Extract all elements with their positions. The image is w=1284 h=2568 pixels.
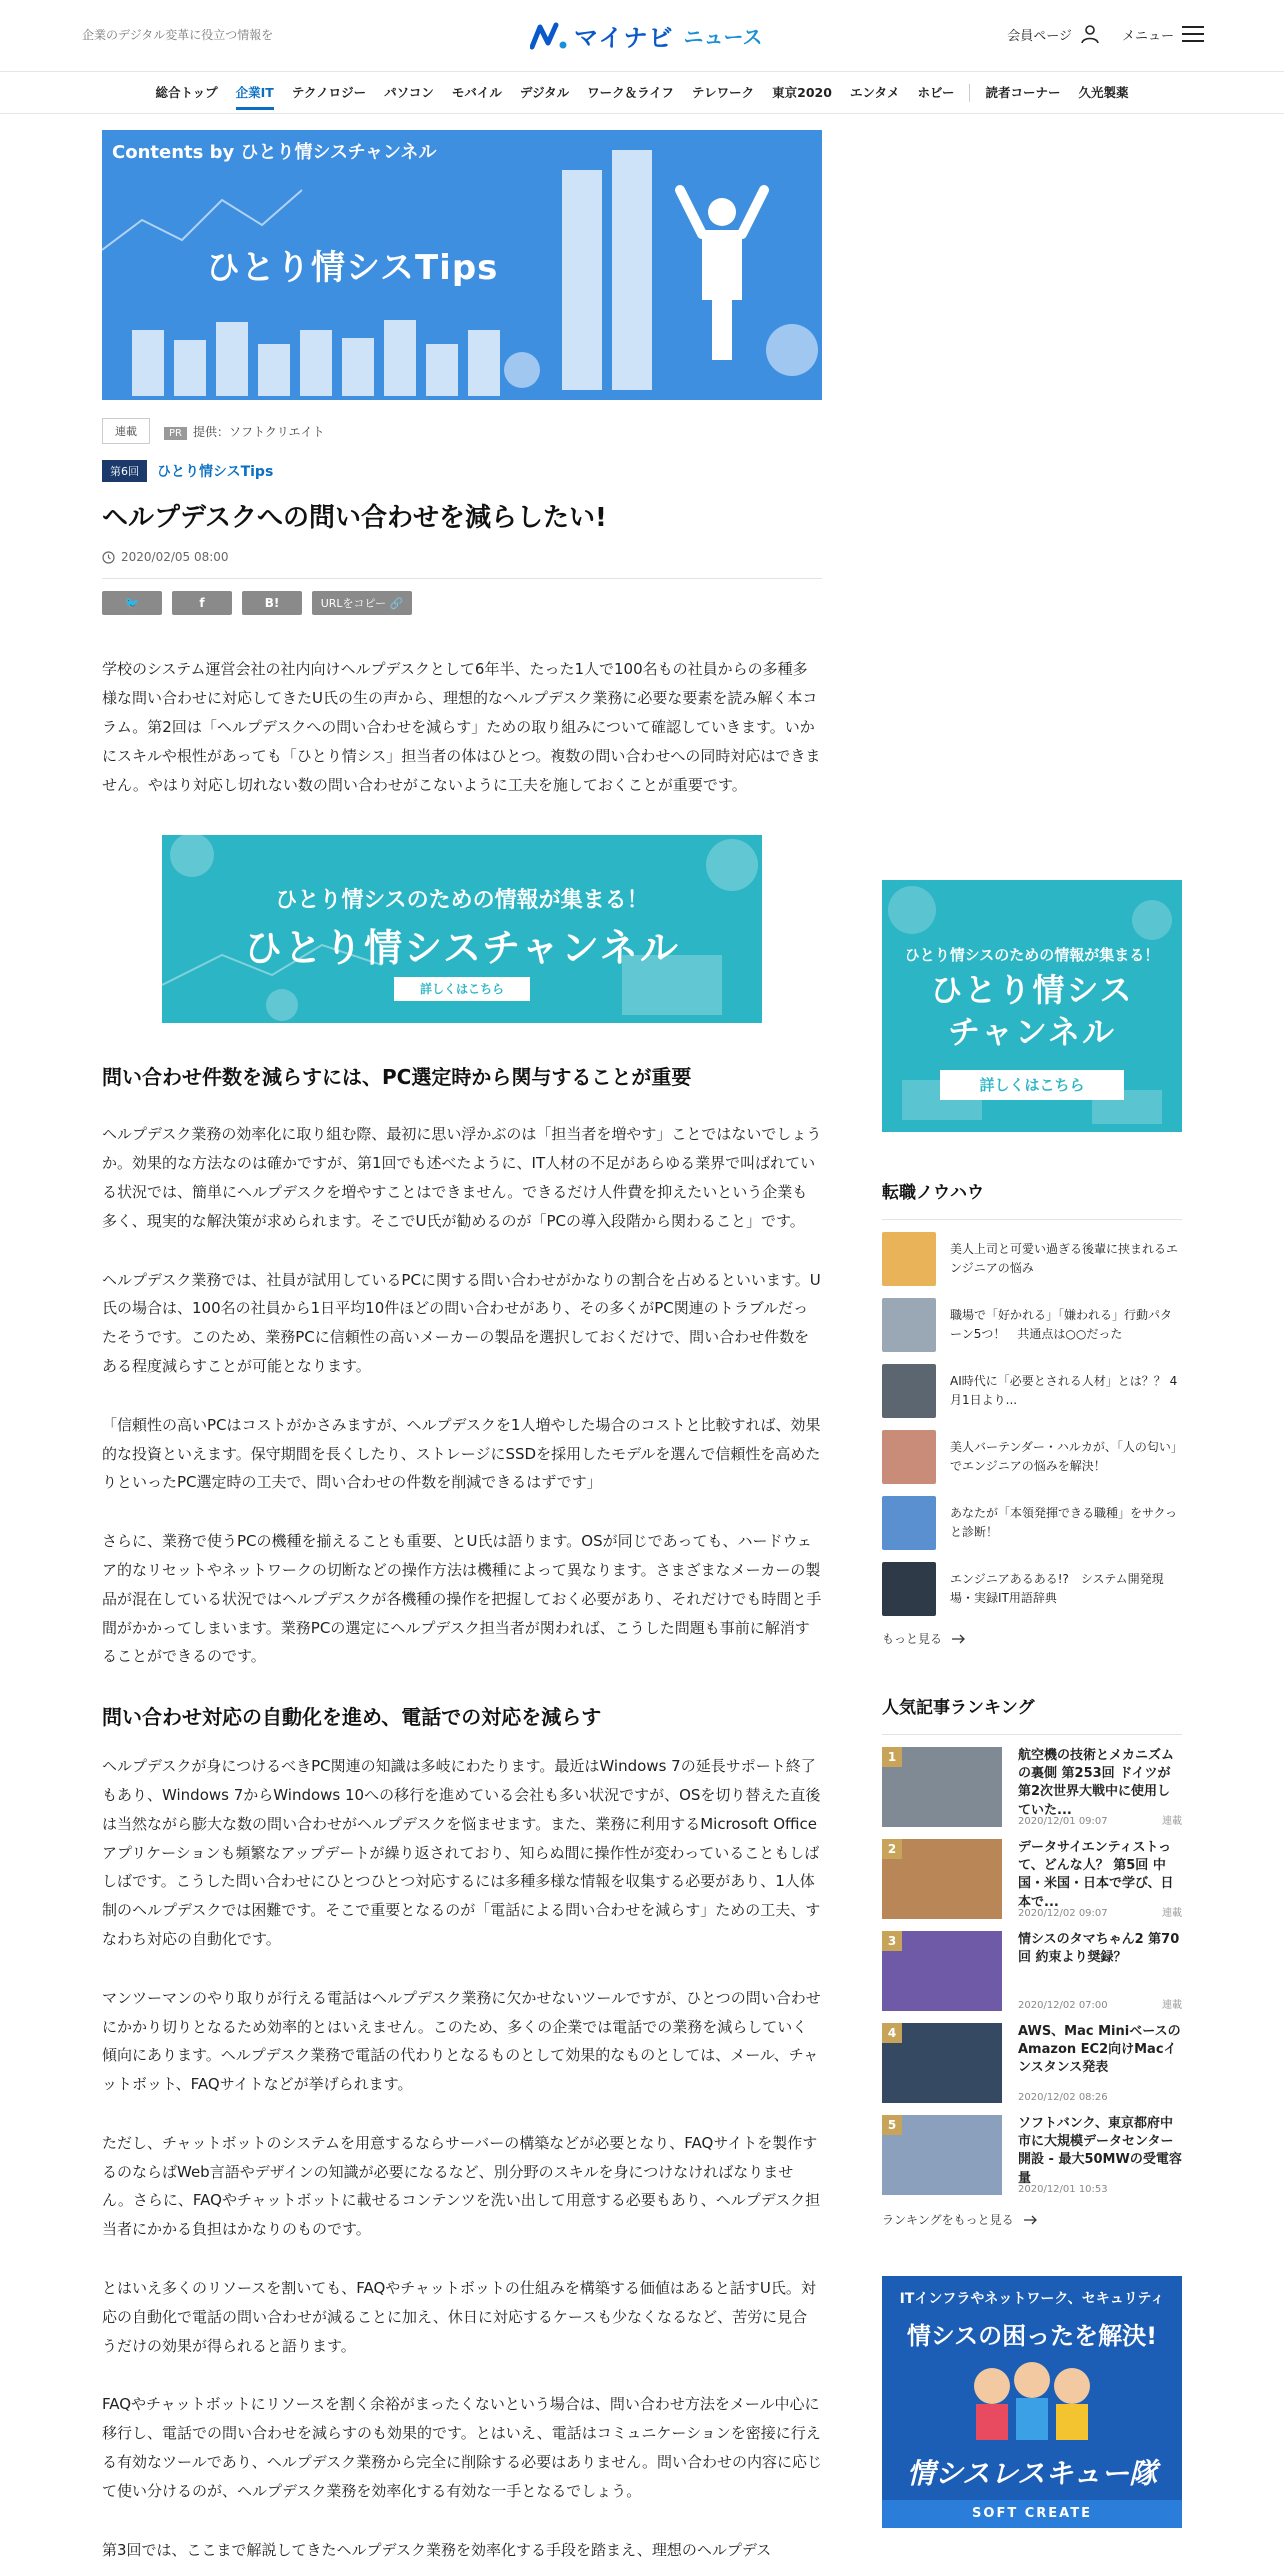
series-info bbox=[102, 460, 822, 482]
nav-item-hobby[interactable]: ホビー bbox=[917, 84, 955, 100]
hatena-share-button[interactable]: B! bbox=[242, 591, 302, 615]
knowhow-thumbnail bbox=[882, 1562, 936, 1616]
knowhow-item[interactable] bbox=[882, 1496, 1182, 1550]
ranking-series-tag: 連載 bbox=[1162, 1908, 1182, 1919]
knowhow-thumbnail bbox=[882, 1232, 936, 1286]
knowhow-item[interactable] bbox=[882, 1562, 1182, 1616]
nav-item-technology[interactable]: テクノロジー bbox=[291, 84, 367, 100]
sidebar-banner-line1: ひとり情シスのための情報が集まる！ bbox=[904, 946, 1160, 964]
more-label: もっと見る bbox=[882, 1632, 943, 1646]
paragraph-2: ヘルプデスク業務では、社員が試用しているPCに関する問い合わせがかなりの割合を占めるといいます。U氏の場合は、100名の社員から1日平均10件ほどの問い合わせがあり、その多くがPC関連のトラブルだったそうです。このため、業務PCに信頼性の高いメーカーの製品を選択しておくだけで、問い合わせ件数をある程度減らすことが可能となります。 bbox=[102, 1270, 821, 1375]
paragraph-10: 第3回では、ここまで解説してきたヘルプデスク業務を効率化する手段を踏まえ、理想のヘルプデス bbox=[102, 2540, 772, 2559]
sidebar bbox=[882, 880, 1182, 2528]
ranking-item[interactable] bbox=[882, 1839, 1182, 1919]
ranking-info bbox=[1018, 1931, 1182, 2011]
channel-banner-button[interactable]: 詳しくはこちら bbox=[394, 977, 530, 1001]
site-logo[interactable] bbox=[530, 18, 763, 53]
ranking-thumbnail bbox=[882, 1747, 1002, 1827]
ranking-more-label: ランキングをもっと見る bbox=[882, 2213, 1014, 2227]
knowhow-item-title: 美人上司と可愛い過ぎる後輩に挟まれるエンジニアの悩み bbox=[950, 1242, 1179, 1275]
nav-item-telework[interactable]: テレワーク bbox=[691, 84, 755, 100]
ranking-title: 情シスのタマちゃん2 第70回 約束より奨録？ bbox=[1018, 1932, 1180, 1966]
paragraph-4: さらに、業務で使うPCの機種を揃えることも重要、とU氏は語ります。OSが同じであっても、ハードウェア的なリセットやネットワークの切断などの操作方法は機種によって異なります。さまざまなメーカーの製品が混在している状況ではヘルプデスクが各機種の操作を把握しておく必要があり、それだけでも時間と手間がかかってしまいます。業務PCの選定にヘルプデスク担当者が関われば、こうした問題も事前に解消することができるのです。 bbox=[102, 1532, 822, 1666]
series-number-badge: 第6回 bbox=[102, 460, 147, 482]
ranking-list bbox=[882, 1747, 1182, 2195]
nav-divider bbox=[969, 84, 970, 102]
ranking-thumbnail bbox=[882, 1931, 1002, 2011]
rank-number-badge: 3 bbox=[882, 1931, 902, 1951]
hero-title: ひとり情シスTips bbox=[206, 248, 499, 288]
arrow-right-icon bbox=[952, 1634, 966, 1644]
knowhow-item[interactable] bbox=[882, 1232, 1182, 1286]
ranking-date: 2020/12/02 08:26 bbox=[1018, 2092, 1108, 2103]
knowhow-thumbnail bbox=[882, 1298, 936, 1352]
rank-number-badge: 4 bbox=[882, 2023, 902, 2043]
rescue-line1: ITインフラやネットワーク、セキュリティ bbox=[899, 2291, 1165, 2307]
paragraph-6: マンツーマンのやり取りが行える電話はヘルプデスク業務に欠かせないツールですが、ひとつの問い合わせにかかり切りとなるため効率的とはいえません。このため、多くの企業では電話での業務を減らしていく傾向にあります。ヘルプデスク業務で電話の代わりとなるものとして効果的なものとしては、メール、チャットボット、FAQサイトなどが挙げられます。 bbox=[102, 1988, 821, 2094]
channel-banner-line2: ひとり情シスチャンネル bbox=[244, 926, 680, 971]
provider-info bbox=[164, 423, 325, 440]
knowhow-item-title: エンジニアあるある!? システム開発現場・実録IT用語辞典 bbox=[950, 1572, 1164, 1605]
rank-number-badge: 2 bbox=[882, 1839, 902, 1859]
knowhow-item-title: 職場で「好かれる」「嫌われる」行動パターン5つ！ 共通点は○○だった bbox=[950, 1308, 1173, 1341]
knowhow-item-title: あなたが「本領発揮できる職種」をサクっと診断！ bbox=[950, 1506, 1178, 1539]
ranking-thumbnail bbox=[882, 2115, 1002, 2195]
ranking-info bbox=[1018, 1839, 1182, 1919]
series-name-link[interactable]: ひとり情シスTips bbox=[157, 464, 274, 480]
logo-sub-text: ニュース bbox=[683, 25, 763, 49]
hero-banner bbox=[102, 130, 822, 400]
knowhow-thumbnail bbox=[882, 1364, 936, 1418]
ranking-info bbox=[1018, 2023, 1182, 2103]
ranking-thumbnail bbox=[882, 2023, 1002, 2103]
provider-label: 提供：ソフトクリエイト bbox=[192, 424, 325, 439]
nav-item-work-life[interactable]: ワーク＆ライフ bbox=[587, 84, 674, 100]
article-meta bbox=[102, 418, 822, 444]
knowhow-list bbox=[882, 1232, 1182, 1616]
knowhow-thumbnail bbox=[882, 1496, 936, 1550]
category-nav bbox=[0, 72, 1284, 114]
nav-item-tokyo2020[interactable]: 東京2020 bbox=[772, 84, 832, 100]
article-main bbox=[102, 130, 822, 2564]
site-header bbox=[0, 0, 1284, 72]
rank-number-badge: 5 bbox=[882, 2115, 902, 2135]
hamburger-icon bbox=[1182, 25, 1204, 43]
knowhow-item[interactable] bbox=[882, 1364, 1182, 1418]
ranking-title: データサイエンティストって、どんな人？ 第5回 中国・米国・日本で学び、日本で... bbox=[1018, 1840, 1174, 1910]
article-date bbox=[102, 550, 822, 579]
rank-number-badge: 1 bbox=[882, 1747, 902, 1767]
paragraph-3: 「信頼性の高いPCはコストがかさみますが、ヘルプデスクを1人増やした場合のコストと比較すれば、効果的な投資といえます。保守期間を長くしたり、ストレージにSSDを採用したモデルを選んで信頼性を高めたりといったPC選定時の工夫で、問い合わせの件数を削減できるはずです」 bbox=[102, 1415, 821, 1492]
ranking-info bbox=[1018, 1747, 1182, 1827]
ranking-date: 2020/12/01 09:07 bbox=[1018, 1816, 1108, 1827]
pr-badge: PR bbox=[164, 427, 187, 440]
ranking-series-tag: 連載 bbox=[1162, 2000, 1182, 2011]
hero-illustration bbox=[102, 130, 822, 400]
channel-banner[interactable] bbox=[162, 835, 762, 1023]
channel-banner-line1: ひとり情シスのための情報が集まる！ bbox=[275, 888, 649, 914]
sidebar-banner-button[interactable]: 詳しくはこちら bbox=[940, 1070, 1124, 1100]
site-tagline: 企業のデジタル変革に役立つ情報を bbox=[82, 28, 274, 42]
knowhow-heading: 転職ノウハウ bbox=[882, 1178, 1182, 1220]
sidebar-banner-line2: ひとり情シス チャンネル bbox=[930, 971, 1134, 1051]
nav-item-mobile[interactable]: モバイル bbox=[451, 84, 502, 100]
ranking-more-link[interactable] bbox=[882, 2211, 1182, 2228]
nav-item-entame[interactable]: エンタメ bbox=[849, 84, 900, 100]
knowhow-item[interactable] bbox=[882, 1298, 1182, 1352]
knowhow-more-link[interactable] bbox=[882, 1630, 1182, 1647]
section-heading-1: 問い合わせ件数を減らすには、PC選定時から関与することが重要 bbox=[102, 1065, 692, 1090]
serial-tag[interactable]: 連載 bbox=[102, 418, 150, 444]
nav-item-pc[interactable]: パソコン bbox=[384, 84, 434, 100]
hero-contents-label: Contents by ひとり情シスチャンネル bbox=[112, 142, 437, 163]
ranking-title: ソフトバンク、東京都府中市に大規模データセンター開設 - 最大50MWの受電容量 bbox=[1018, 2116, 1182, 2186]
sidebar-channel-banner[interactable] bbox=[882, 880, 1182, 1132]
nav-item-digital[interactable]: デジタル bbox=[519, 84, 570, 100]
knowhow-item-title: 美人バーテンダー・ハルカが、「人の匂い」でエンジニアの悩みを解決！ bbox=[950, 1440, 1177, 1473]
clock-icon bbox=[102, 551, 115, 564]
knowhow-thumbnail bbox=[882, 1430, 936, 1484]
ranking-title: AWS、Mac Miniベースの Amazon EC2向けMacインスタンス発表 bbox=[1018, 2024, 1181, 2076]
ranking-item[interactable] bbox=[882, 2115, 1182, 2195]
rescue-footer: SOFT CREATE bbox=[882, 2500, 1182, 2528]
article-title: ヘルプデスクへの問い合わせを減らしたい! bbox=[102, 503, 607, 533]
paragraph-1: ヘルプデスク業務の効率化に取り組む際、最初に思い浮かぶのは「担当者を増やす」ことではないでしょうか。効果的な方法なのは確かですが、第1回でも述べたように、IT人材の不足があらゆる業界で叫ばれている状況では、簡単にヘルプデスクを増やすことはできません。できるだけ人件費を抑えたいという企業も多く、現実的な解決策が求められます。そこでU氏が勧めるのが「PCの導入段階から関わること」です。 bbox=[102, 1125, 822, 1230]
menu-label: メニュー bbox=[1121, 28, 1174, 44]
nav-item-top[interactable]: 総合トップ bbox=[155, 84, 218, 100]
ranking-item[interactable] bbox=[882, 1747, 1182, 1827]
twitter-share-button[interactable]: 🐦 bbox=[102, 591, 162, 615]
date-text: 2020/02/05 08:00 bbox=[121, 550, 229, 565]
nav-item-hisamitsu[interactable]: 久光製薬 bbox=[1078, 84, 1129, 100]
ranking-info bbox=[1018, 2115, 1182, 2195]
nav-item-enterprise-it[interactable]: 企業IT bbox=[227, 72, 283, 114]
article-intro: 学校のシステム運営会社の社内向けヘルプデスクとして6年半、たった1人で100名もの社員からの多種多様な問い合わせに対応してきたU氏の生の声から、理想的なヘルプデスク業務に必要な要素を読み解く本コラム。第2回は「ヘルプデスクへの問い合わせを減らす」ための取り組みについて確認していきます。いかにスキルや根性があっても「ひとり情シス」担当者の体はひとつ。複数の問い合わせへの同時対応はできません。やはり対応し切れない数の問い合わせがこないように工夫を施しておくことが重要です。 bbox=[102, 660, 821, 794]
user-icon bbox=[1080, 24, 1100, 44]
menu-button[interactable] bbox=[1122, 25, 1204, 44]
section-heading-2: 問い合わせ対応の自動化を進め、電話での対応を減らす bbox=[102, 1705, 602, 1730]
paragraph-8: とはいえ多くのリソースを割いても、FAQやチャットボットの仕組みを構築する価値はあると話すU氏。対応の自動化で電話の問い合わせが減ることに加え、休日に対応するケースも少なくなるなど、苦労に見合うだけの効果が得られると語ります。 bbox=[102, 2279, 816, 2355]
facebook-share-button[interactable]: f bbox=[172, 591, 232, 615]
member-page-link[interactable] bbox=[1007, 24, 1100, 44]
paragraph-7: ただし、チャットボットのシステムを用意するならサーバーの構築などが必要となり、FAQサイトを製作するのならばWeb言語やデザインの知識が必要になるなど、別分野のスキルを身につけなければなりません。さらに、FAQやチャットボットに載せるコンテンツを洗い出して用意する必要もあり、ヘルプデスク担当者にかかる負担はかなりのものです。 bbox=[102, 2133, 821, 2239]
ranking-title: 航空機の技術とメカニズムの裏側 第253回 ドイツが第2次世界大戦中に使用していた... bbox=[1018, 1748, 1175, 1818]
rescue-line3: 情シスレスキュー隊 bbox=[906, 2457, 1158, 2490]
nav-item-readers[interactable]: 読者コーナー bbox=[985, 84, 1061, 100]
paragraph-9: FAQやチャットボットにリソースを割く余裕がまったくないという場合は、問い合わせ方法をメール中心に移行し、電話での問い合わせを減らすのも効果的です。とはいえ、電話はコミュニケーションを密接に行える有効なツールであり、ヘルプデスク業務から完全に削除する必要はありません。問い合わせの内容に応じて使い分けるのが、ヘルプデスク業務を効率化する有効な一手となるでしょう。 bbox=[102, 2395, 823, 2500]
copy-url-button[interactable]: URLをコピー 🔗 bbox=[312, 591, 412, 615]
knowhow-item[interactable] bbox=[882, 1430, 1182, 1484]
ranking-heading: 人気記事ランキング bbox=[882, 1693, 1182, 1735]
logo-main-text: マイナビ bbox=[574, 24, 674, 52]
ranking-item[interactable] bbox=[882, 2023, 1182, 2103]
rescue-line2: 情シスの困ったを解決! bbox=[906, 2322, 1158, 2350]
ranking-thumbnail bbox=[882, 1839, 1002, 1919]
paragraph-5: ヘルプデスクが身につけるべきPC関連の知識は多岐にわたります。最近はWindows 7の延長サポート終了もあり、Windows 7からWindows 10への移行を進めている会社も多い状況ですが、OSを切り替えた直後は当然ながら膨大な数の問い合わせがヘルプデスクを悩ませます。また、業務に利用するMicrosoft Office アプリケーションも頻繁なアップデートが繰り返されており、知らぬ間に操作性が変わっていることもしばしばです。こうした問い合わせにひとつひとつ対応するには多種多様な情報を収集する必要があり、1人体制のヘルプデスクでは困難です。そこで重要となるのが「電話による問い合わせを減らす」ための工夫、すなわち対応の自動化です。 bbox=[102, 1757, 821, 1948]
ranking-date: 2020/12/02 09:07 bbox=[1018, 1908, 1108, 1919]
member-page-label: 会員ページ bbox=[1007, 28, 1072, 44]
ranking-date: 2020/12/01 10:53 bbox=[1018, 2184, 1108, 2195]
ranking-series-tag: 連載 bbox=[1162, 1816, 1182, 1827]
ranking-date: 2020/12/02 07:00 bbox=[1018, 2000, 1108, 2011]
share-buttons bbox=[102, 591, 822, 615]
knowhow-item-title: AI時代に「必要とされる人材」とは？？ 4月1日より... bbox=[950, 1374, 1178, 1407]
header-actions bbox=[1007, 24, 1204, 44]
ranking-item[interactable] bbox=[882, 1931, 1182, 2011]
logo-mark-icon bbox=[530, 21, 568, 51]
arrow-right-icon bbox=[1024, 2215, 1038, 2225]
rescue-banner[interactable] bbox=[882, 2276, 1182, 2528]
